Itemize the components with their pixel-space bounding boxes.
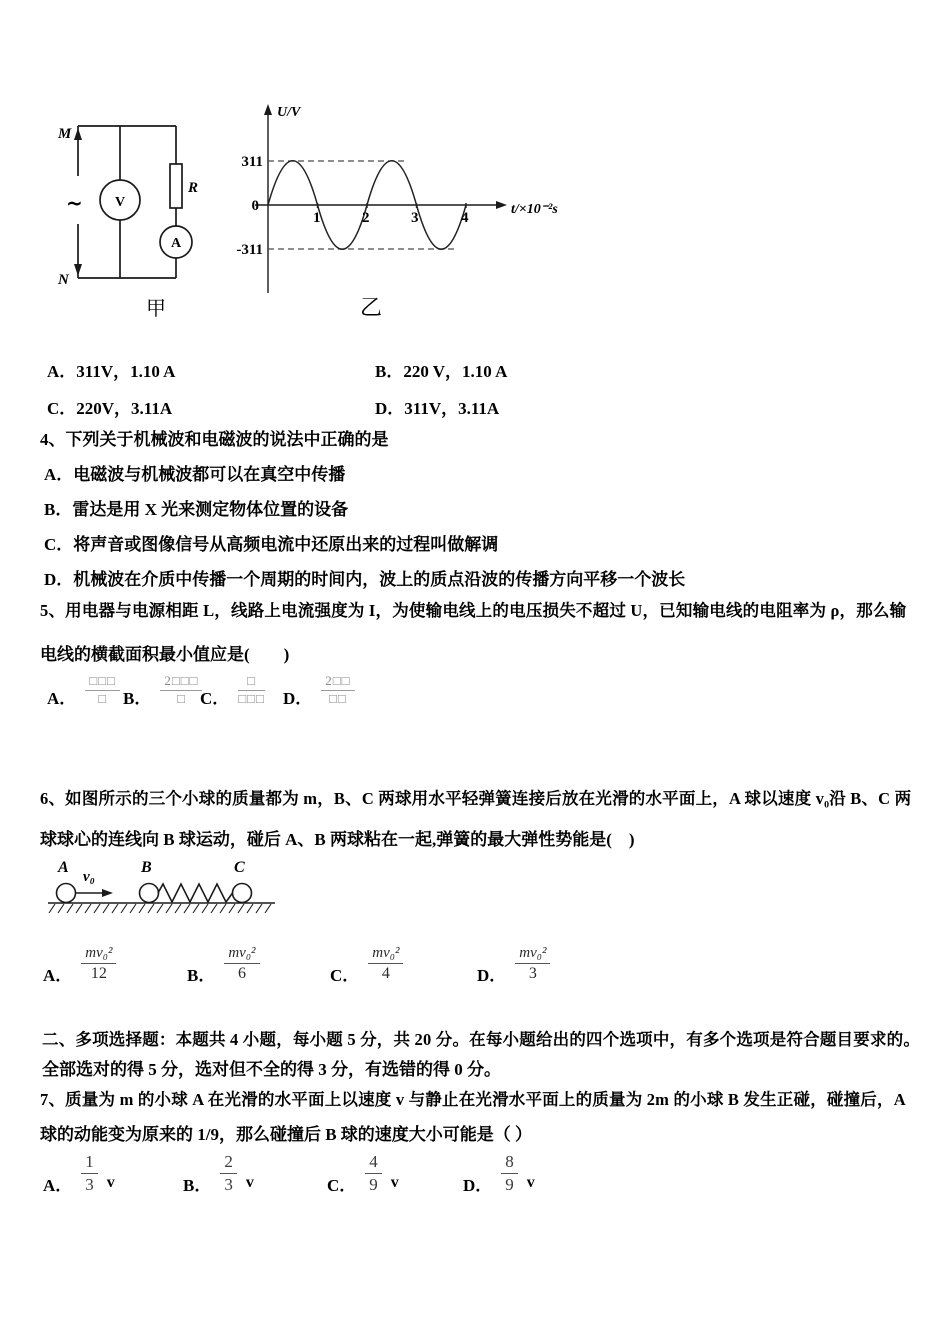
q3-option-a: A．311V，1.10 A <box>47 362 176 381</box>
fraction <box>238 674 265 707</box>
fraction <box>368 945 403 984</box>
fraction <box>515 945 550 984</box>
fraction-numerator: mv₀² <box>224 945 259 964</box>
spring-icon <box>158 884 233 902</box>
option-label: D． <box>477 965 507 985</box>
fraction-numerator: 1 <box>81 1152 98 1174</box>
q7-option-a <box>43 1152 115 1194</box>
option-label: C． <box>200 688 230 708</box>
q6-option-d <box>477 945 550 984</box>
terminal-arrow-up-icon <box>74 128 82 140</box>
resistor-label: R <box>188 180 199 196</box>
ammeter-label: A <box>170 236 182 251</box>
figure-jia-caption: 甲 <box>146 298 166 320</box>
fraction <box>365 1152 382 1194</box>
resistor-symbol <box>170 164 182 208</box>
x-tick-2: 2 <box>362 210 370 226</box>
x-tick-4: 4 <box>461 210 469 226</box>
fraction-denominator: 12 <box>90 965 107 983</box>
fraction-denominator: 3 <box>528 965 537 983</box>
voltmeter-label: V <box>114 195 126 210</box>
terminal-m-label: M <box>58 126 72 142</box>
q4-stem: 4、下列关于机械波和电磁波的说法中正确的是 <box>40 430 389 449</box>
q4-option-b: B．雷达是用 X 光来测定物体位置的设备 <box>44 500 349 519</box>
y-tick-0: 0 <box>251 198 259 214</box>
q6-option-b <box>187 945 260 984</box>
fraction-numerator: 8 <box>501 1152 518 1174</box>
q3-option-b: B．220 V，1.10 A <box>375 362 508 381</box>
q5-option-b <box>123 674 202 707</box>
fraction-numerator: mv₀² <box>368 945 403 964</box>
fraction-denominator: 6 <box>237 965 246 983</box>
option-label: B． <box>123 688 152 708</box>
fraction <box>85 674 120 707</box>
x-tick-3: 3 <box>411 210 419 226</box>
option-label: A． <box>47 688 77 708</box>
fraction-denominator: 3 <box>224 1174 233 1194</box>
option-label: D． <box>463 1176 493 1196</box>
y-tick-311: 311 <box>241 154 263 170</box>
option-label: B． <box>183 1176 212 1196</box>
fraction-numerator: mv₀² <box>515 945 550 964</box>
fraction-numerator: 2□□□ <box>160 674 202 691</box>
section2-line2: 全部选对的得 5 分，选对但不全的得 3 分，有选错的得 0 分。 <box>42 1060 501 1079</box>
option-label: C． <box>327 1176 357 1196</box>
fraction-numerator: mv₀² <box>81 945 116 964</box>
fraction-numerator: 2□□ <box>321 674 354 691</box>
fraction <box>81 945 116 984</box>
velocity-suffix: v <box>390 1174 399 1192</box>
fraction <box>501 1152 518 1194</box>
section2-line1: 二、多项选择题：本题共 4 小题，每小题 5 分，共 20 分。在每小题给出的四个选项中，有多个选项是符合题目要求的。 <box>42 1030 921 1049</box>
option-label: A． <box>43 1176 73 1196</box>
q3-option-d: D．311V，3.11A <box>375 399 500 418</box>
ground-hatching <box>49 904 271 913</box>
q6-option-c <box>330 945 403 984</box>
fraction-denominator: □ <box>176 690 186 706</box>
q4-option-a: A．电磁波与机械波都可以在真空中传播 <box>44 465 346 484</box>
ball-a <box>57 884 76 903</box>
y-axis-label: U/V <box>277 105 301 120</box>
q7-stem-line2: 球的动能变为原来的 1/9，那么碰撞后 B 球的速度大小可能是（ ） <box>40 1125 533 1144</box>
q4-option-c: C．将声音或图像信号从高频电流中还原出来的过程叫做解调 <box>44 535 499 554</box>
terminal-n-label: N <box>58 272 69 288</box>
figure-yi-caption: 乙 <box>360 295 383 320</box>
q7-option-b <box>183 1152 254 1194</box>
voltage-time-graph <box>235 98 600 303</box>
velocity-suffix: v <box>106 1174 115 1192</box>
velocity-suffix: v <box>245 1174 254 1192</box>
circuit-diagram <box>48 112 223 292</box>
ball-spring-figure <box>45 855 280 915</box>
y-tick-neg311: -311 <box>236 242 263 258</box>
velocity-label: v₀ <box>83 869 95 885</box>
fraction-denominator: 4 <box>381 965 390 983</box>
q5-option-a <box>47 674 120 707</box>
q3-option-c: C．220V，3.11A <box>47 399 173 418</box>
ball-b <box>140 884 159 903</box>
ac-source-icon: ~ <box>66 191 83 215</box>
q7-option-c <box>327 1152 399 1194</box>
option-label: A． <box>43 965 73 985</box>
option-label: C． <box>330 965 360 985</box>
q5-stem-line2: 电线的横截面积最小值应是( ) <box>40 645 290 664</box>
q4-option-d: D．机械波在介质中传播一个周期的时间内，波上的质点沿波的传播方向平移一个波长 <box>44 570 686 589</box>
fraction-numerator: 4 <box>365 1152 382 1174</box>
q7-stem-line1: 7、质量为 m 的小球 A 在光滑的水平面上以速度 v 与静止在光滑水平面上的质量为 2m 的小球 B 发生正碰，碰撞后，A <box>40 1090 906 1109</box>
fraction <box>160 674 202 707</box>
ball-c <box>233 884 252 903</box>
ball-c-label: C <box>234 859 245 876</box>
option-label: D． <box>283 688 313 708</box>
fraction-numerator: 2 <box>220 1152 237 1174</box>
velocity-suffix: v <box>526 1174 535 1192</box>
ball-a-label: A <box>58 859 69 876</box>
q6-stem-line1: 6、如图所示的三个小球的质量都为 m，B、C 两球用水平轻弹簧连接后放在光滑的水平面上，A 球以速度 v₀沿 B、C 两 <box>40 789 912 808</box>
fraction-denominator: □□□ <box>238 690 265 706</box>
fraction-denominator: □□ <box>329 690 347 706</box>
y-axis-arrow-icon <box>264 104 272 115</box>
fraction <box>220 1152 237 1194</box>
ball-b-label: B <box>141 859 152 876</box>
q7-option-d <box>463 1152 535 1194</box>
fraction <box>321 674 354 707</box>
x-axis-arrow-icon <box>496 201 507 209</box>
fraction-denominator: 3 <box>85 1174 94 1194</box>
terminal-arrow-down-icon <box>74 264 82 276</box>
q6-option-a <box>43 945 116 984</box>
velocity-arrow-head-icon <box>102 889 113 897</box>
fraction-numerator: □□□ <box>85 674 120 691</box>
q5-stem-line1: 5、用电器与电源相距 L，线路上电流强度为 I，为使输电线上的电压损失不超过 U，已知输电线的电阻率为 ρ，那么输 <box>40 601 907 620</box>
fraction-denominator: □ <box>98 690 107 706</box>
x-axis-label: t/×10⁻²s <box>511 202 558 217</box>
fraction-denominator: 9 <box>505 1174 514 1194</box>
q5-option-d <box>283 674 355 707</box>
q5-option-c <box>200 674 265 707</box>
fraction-numerator: □ <box>238 674 265 691</box>
fraction <box>224 945 259 984</box>
option-label: B． <box>187 965 216 985</box>
q6-stem-line2: 球球心的连线向 B 球运动，碰后 A、B 两球粘在一起,弹簧的最大弹性势能是( ) <box>40 830 635 849</box>
fraction <box>81 1152 98 1194</box>
fraction-denominator: 9 <box>369 1174 378 1194</box>
x-tick-1: 1 <box>313 210 321 226</box>
